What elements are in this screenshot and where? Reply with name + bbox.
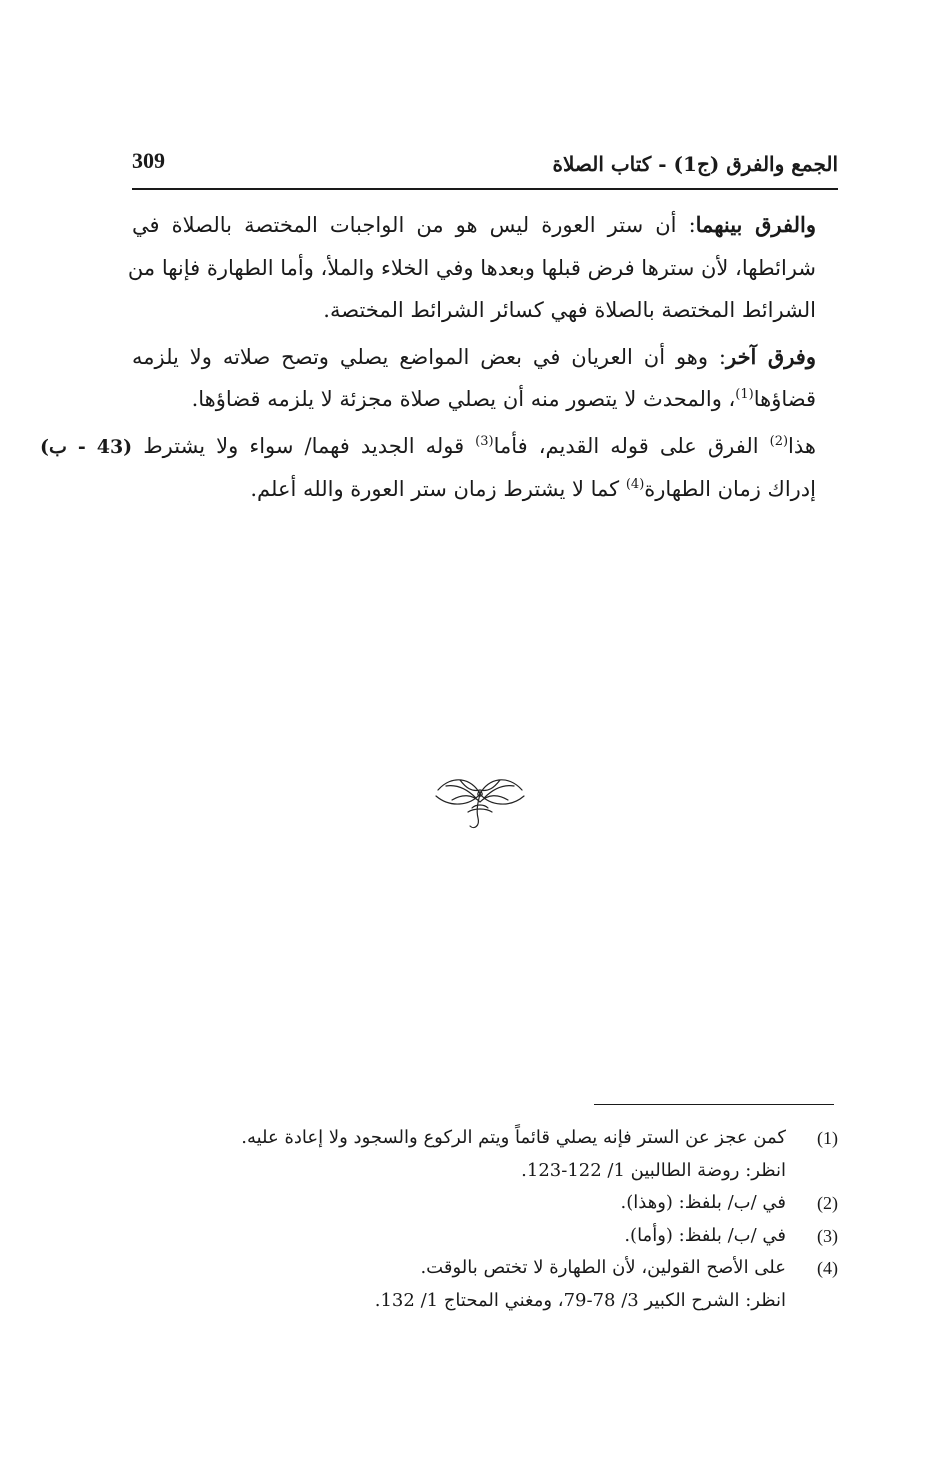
footnote-4 xyxy=(120,1252,838,1285)
paragraph-2-text-a: قضاؤها xyxy=(753,387,816,411)
footnote-number: (1) xyxy=(817,1128,838,1148)
footnotes xyxy=(120,1122,838,1317)
paragraph-3-text-c: قوله الجديد فهما/ سواء ولا يشترط xyxy=(143,433,476,458)
paragraph-3-text-b: الفرق على قوله القديم، فأما xyxy=(493,433,770,458)
paragraph-2-line-2 xyxy=(132,378,838,421)
footnote-number: (3) xyxy=(817,1225,838,1246)
footnote-number: (4) xyxy=(817,1258,838,1278)
paragraph-1 xyxy=(40,204,838,332)
manuscript-folio-note: (43 - ب) xyxy=(40,435,133,458)
running-title: الجمع والفرق (ج1) - كتاب الصلاة xyxy=(552,152,838,176)
paragraph-1-text: : أن ستر العورة ليس هو من الواجبات المختصة بالصلاة في xyxy=(132,213,696,237)
footnote-text: على الأصح القولين، لأن الطهارة لا تختص بالوقت. xyxy=(420,1257,786,1278)
footnote-1-continuation: انظر: روضة الطالبين 1/ 122-123. xyxy=(521,1159,786,1181)
footnote-4-continuation: انظر: الشرح الكبير 3/ 78-79، ومغني المحتاج 1/ 132. xyxy=(374,1289,786,1311)
running-header xyxy=(132,146,838,182)
page-number: 309 xyxy=(132,148,165,173)
paragraph-3-text-d: إدراك زمان الطهارة xyxy=(644,477,816,501)
footnote-rule xyxy=(594,1104,834,1105)
paragraph-3-line-2 xyxy=(40,468,838,511)
paragraph-3-text-e: كما لا يشترط زمان ستر العورة والله أعلم. xyxy=(250,477,626,501)
main-text xyxy=(40,204,838,515)
footnote-ref-3[interactable]: (3) xyxy=(475,433,494,449)
footnote-2 xyxy=(120,1187,838,1220)
footnote-text: في /ب/ بلفظ: (وأما). xyxy=(624,1224,786,1246)
footnote-ref-1[interactable]: (1) xyxy=(735,387,754,402)
footnote-text: في /ب/ بلفظ: (وهذا). xyxy=(620,1192,786,1213)
footnote-1 xyxy=(120,1122,838,1155)
paragraph-1-line-2: شرائطها، لأن سترها فرض قبلها وبعدها وفي الخلاء والملأ، وأما الطهارة فإنها من xyxy=(127,255,816,280)
footnote-ref-2[interactable]: (2) xyxy=(769,433,789,449)
footnote-ref-4[interactable]: (4) xyxy=(625,477,645,492)
footnote-text: كمن عجز عن الستر فإنه يصلي قائماً ويتم الركوع والسجود ولا إعادة عليه. xyxy=(241,1127,786,1148)
paragraph-1-line-1 xyxy=(132,204,838,247)
paragraph-1-lead: والفرق بينهما xyxy=(695,212,816,237)
paragraph-2-line-1 xyxy=(132,336,838,379)
paragraph-3-line-1 xyxy=(40,425,838,469)
paragraph-3-text-a: هذا xyxy=(788,433,816,458)
paragraph-3 xyxy=(40,425,838,511)
footnote-number: (2) xyxy=(817,1193,838,1213)
header-rule xyxy=(132,188,838,190)
paragraph-1-line-3: الشرائط المختصة بالصلاة فهي كسائر الشرائط المختصة. xyxy=(323,298,816,322)
paragraph-2-lead: وفرق آخر xyxy=(725,343,816,369)
ornament-icon xyxy=(432,768,528,836)
paragraph-2 xyxy=(40,336,838,421)
paragraph-2-text: : وهو أن العريان في بعض المواضع يصلي وتصح صلاته ولا يلزمه xyxy=(132,344,726,369)
footnote-3 xyxy=(120,1220,838,1253)
paragraph-2-text-b: ، والمحدث لا يتصور منه أن يصلي صلاة مجزئة لا يلزمه قضاؤها. xyxy=(191,387,736,411)
